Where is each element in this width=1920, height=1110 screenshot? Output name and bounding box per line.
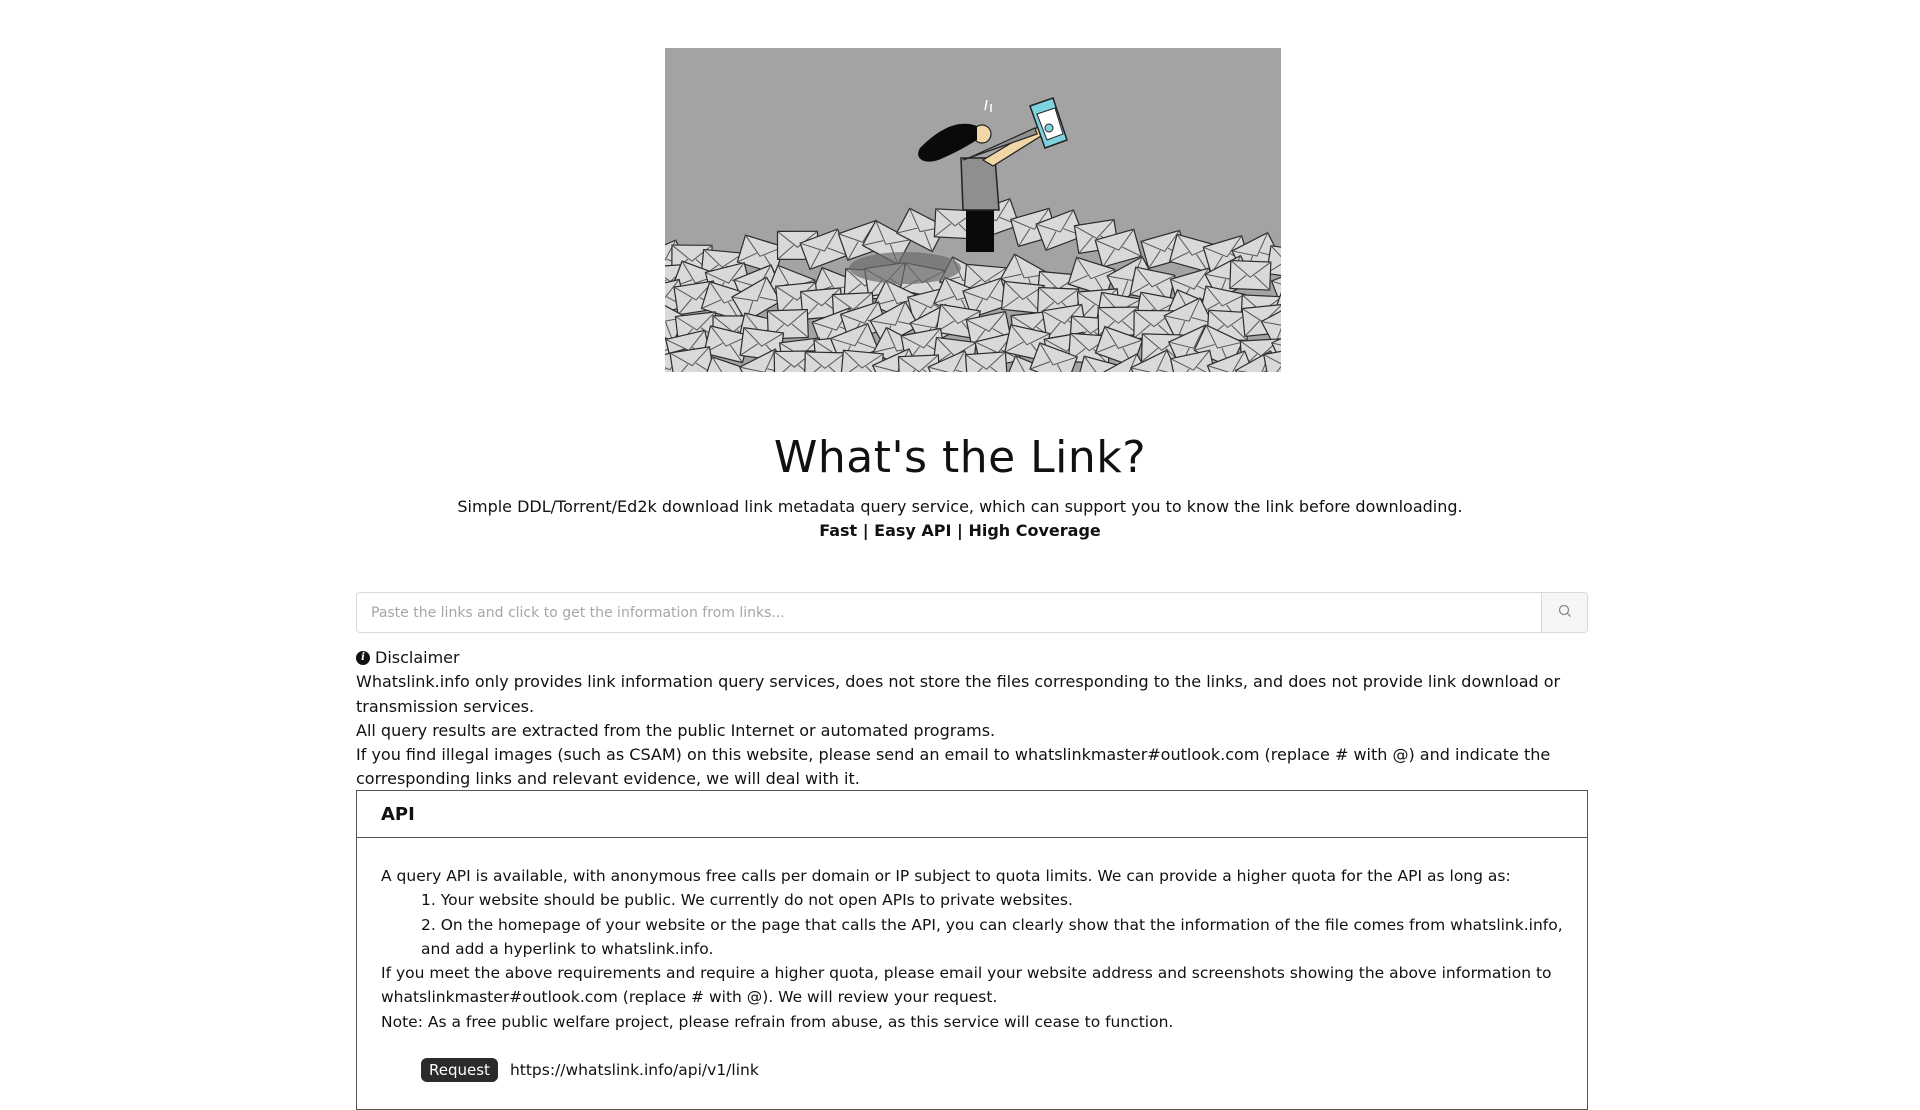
api-intro: A query API is available, with anonymous free calls per domain or IP subject to quota limits. We can provide a higher quota for the API as long as:	[381, 867, 1511, 885]
api-request-row	[381, 1058, 1563, 1082]
request-badge: Request	[421, 1058, 498, 1082]
disclaimer-heading: Disclaimer	[375, 648, 460, 667]
page-tagline: Fast | Easy API | High Coverage	[819, 521, 1101, 540]
list-item: 2. On the homepage of your website or the page that calls the API, you can clearly show that the information of the file comes from whatslink.info, and add a hyperlink to whatslink.info.	[421, 915, 1563, 958]
disclaimer-line: If you find illegal images (such as CSAM) on this website, please send an email to whatslinkmaster#outlook.com (replace # with @) and indicate the corresponding links and relevant evidence, we will deal with it.	[356, 745, 1551, 789]
api-card-title: API	[357, 791, 1587, 838]
info-icon: i	[356, 651, 370, 665]
page-title: What's the Link?	[773, 432, 1147, 483]
list-item: 1. Your website should be public. We currently do not open APIs to private websites.	[421, 891, 1073, 910]
disclaimer-line: Whatslink.info only provides link information query services, does not store the files corresponding to the links, and does not provide link download or transmission services.	[356, 672, 1561, 716]
disclaimer-line: All query results are extracted from the public Internet or automated programs.	[356, 720, 996, 740]
search-button[interactable]	[1541, 593, 1587, 632]
hero-illustration	[665, 48, 1281, 372]
api-note: Note: As a free public welfare project, please refrain from abuse, as this service will cease to function.	[381, 1012, 1174, 1031]
search-icon	[1558, 603, 1572, 622]
api-contact: If you meet the above requirements and require a higher quota, please email your website address and screenshots showing the above information to whatslinkmaster#outlook.com (replace # with @). We will review your request.	[381, 964, 1552, 1007]
page-subtitle: Simple DDL/Torrent/Ed2k download link metadata query service, which can support you to know the link before downloading.	[457, 497, 1463, 516]
search-input[interactable]	[357, 593, 1541, 632]
api-requirements	[381, 888, 1563, 961]
api-card-body	[357, 838, 1587, 1082]
search-bar	[356, 592, 1588, 633]
api-card	[356, 790, 1588, 1110]
request-url[interactable]: https://whatslink.info/api/v1/link	[509, 1061, 759, 1080]
disclaimer-section	[356, 646, 1596, 792]
